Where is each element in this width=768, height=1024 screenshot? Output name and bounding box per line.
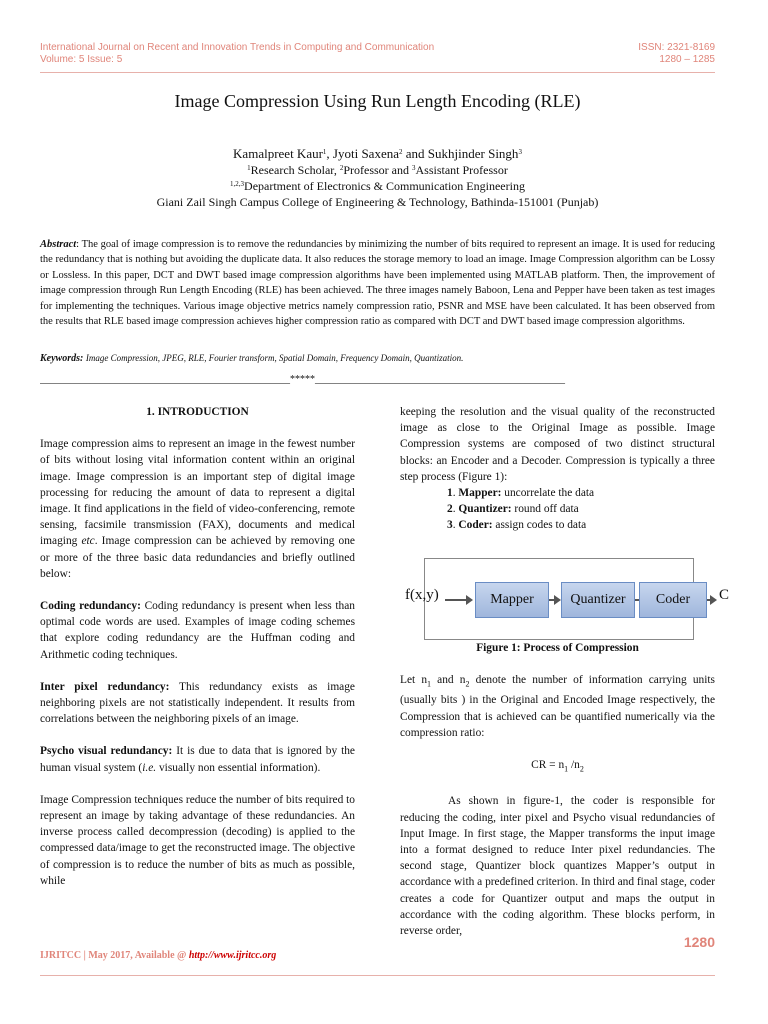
author-college: Giani Zail Singh Campus College of Engineering & Technology, Bathinda-151001 (Punjab)	[156, 195, 599, 209]
journal-link[interactable]: http://www.ijritcc.org	[188, 950, 277, 961]
author-department: $^{1,2,3}$Department of Electronics & Communication Engineering	[230, 179, 525, 193]
footer-rule	[40, 975, 715, 976]
page-number: 1280	[683, 934, 715, 950]
coding-redundancy-paragraph: Coding redundancy: Coding redundancy is present when less than optimal code words are used. Examples of image coding schemes that explore coding redundancy are the Huffman coding and Arithmetic coding techniques.	[40, 600, 355, 661]
header-rule	[40, 72, 715, 73]
volume-issue: Volume: 5 Issue: 5	[40, 54, 123, 65]
abstract-label: Abstract	[40, 239, 77, 250]
keywords-text: Image Compression, JPEG, RLE, Fourier transform, Spatial Domain, Frequency Domain, Quantization.	[85, 353, 464, 363]
figure-arrow	[549, 599, 559, 601]
compression-techniques-paragraph: Image Compression techniques reduce the number of bits required to represent an image by taking advantage of these redundancies. An inverse process called decompression (decoding) is applied to the compressed data/image to get the reconstructed image. The objective of compression is to reduce the number of bits as much as possible, while	[40, 793, 355, 887]
inter-pixel-redundancy-paragraph: Inter pixel redundancy: This redundancy exists as image neighboring pixels are not statistically independent. It results from correlations between the neighboring pixels of an image.	[40, 680, 355, 726]
compression-ratio-formula: CR = $n_1$ $/n_2$	[531, 758, 584, 774]
abstract	[40, 237, 715, 329]
coder-description-paragraph: As shown in figure-1, the coder is responsible for reducing the coding, inter pixel and Psycho visual redundancies of Input Image. In first stage, the Mapper transforms the input image into a format designed to reduce Inter pixel redundancies. The second stage, Quantizer block quantizes Mapper’s output in accordance with a predefined criterion. In third and final stage, coder creates a code for Quantizer output and maps the output in accordance with the coding algorithm. These blocks perform, in reverse order,	[400, 795, 715, 938]
section-heading-introduction: 1. INTRODUCTION	[146, 406, 249, 418]
abstract-text: : The goal of image compression is to remove the redundancies by minimizing the number of bits required to represent an image. It is used for reducing the redundancy that is nothing but avoiding the duplicate data. It also reduces the storage memory to load an image. Image Compression algorithm can be Lossy or Lossless. In this paper, DCT and DWT based image compression algorithms have been implemented using MATLAB platform. Then, the improvement of image compression through Run Length Encoding (RLE) has been achieved. The three images namely Baboon, Lena and Pepper have been taken as test images for implementing the techniques. Various image objective metrics namely compression ratio, PSNR and MSE have been calculated. It has been observed from the results that RLE based image compression achieves higher compression ratio as compared with DCT and DWT based image compression algorithms.	[40, 239, 715, 328]
section-separator: __________________________________________________*****__________________________________________________	[40, 374, 565, 385]
compression-steps-list	[447, 485, 715, 534]
right-column	[400, 404, 730, 955]
figure-input-label: f(x,y)	[405, 586, 439, 603]
coder-block: Coder	[639, 582, 707, 618]
keywords	[40, 353, 715, 364]
page-range: 1280 – 1285	[659, 54, 715, 65]
issn-header	[560, 42, 715, 66]
encoder-decoder-paragraph: keeping the resolution and the visual quality of the reconstructed image as close to the Original Image as possible. Image Compression systems are composed of two distinct structural blocks: an Encoder and a Decoder. Compression is typically a three step process (Figure 1):	[400, 406, 715, 483]
journal-header	[40, 42, 434, 66]
figure-arrow	[707, 599, 715, 601]
author-block	[40, 146, 715, 210]
issn: ISSN: 2321-8169	[638, 42, 715, 53]
step-item: 2. Quantizer: round off data	[447, 503, 579, 516]
paper-title: Image Compression Using Run Length Encoding (RLE)	[174, 91, 581, 111]
quantizer-block: Quantizer	[561, 582, 635, 618]
psycho-visual-redundancy-paragraph: Psycho visual redundancy: It is due to data that is ignored by the human visual system (i.e. visually non essential information).	[40, 745, 355, 774]
figure-caption: Figure 1: Process of Compression	[476, 641, 639, 654]
author-roles: $^1$Research Scholar, $^2$Professor and $^3$Assistant Professor	[247, 163, 508, 177]
author-names: Kamalpreet Kaur$^1$, Jyoti Saxena$^2$ and Sukhjinder Singh$^3$	[233, 146, 522, 161]
figure-output-label: C	[719, 586, 730, 603]
footer-text: IJRITCC | May 2017, Available @	[40, 950, 189, 961]
compression-ratio-paragraph: Let $n_1$ and $n_2$ denote the number of information carrying units (usually bits ) in the Original and Encoded Image respectively, the Compression that is achieved can be quantified numerically via the compression ratio:	[400, 673, 715, 739]
compression-process-figure	[405, 558, 730, 640]
keywords-label: Keywords:	[40, 353, 84, 364]
step-item: 1. Mapper: uncorrelate the data	[447, 487, 595, 500]
mapper-block: Mapper	[475, 582, 549, 618]
footer	[40, 950, 276, 961]
figure-arrow	[445, 599, 471, 601]
journal-name: International Journal on Recent and Innovation Trends in Computing and Communication	[40, 42, 435, 53]
step-item: 3. Coder: assign codes to data	[447, 519, 587, 532]
left-column	[40, 404, 355, 905]
intro-paragraph: Image compression aims to represent an image in the fewest number of bits without losing vital information content within an original image. Image compression is an important step of digital image processing for reducing the amount of data to represent a digital image. It find applications in the field of video-conferencing, remote sensing, facsimile transmission (FAX), documents and medical imaging etc. Image compression can be achieved by removing one or more of the three basic data redundancies and briefly outlined below:	[40, 438, 355, 580]
